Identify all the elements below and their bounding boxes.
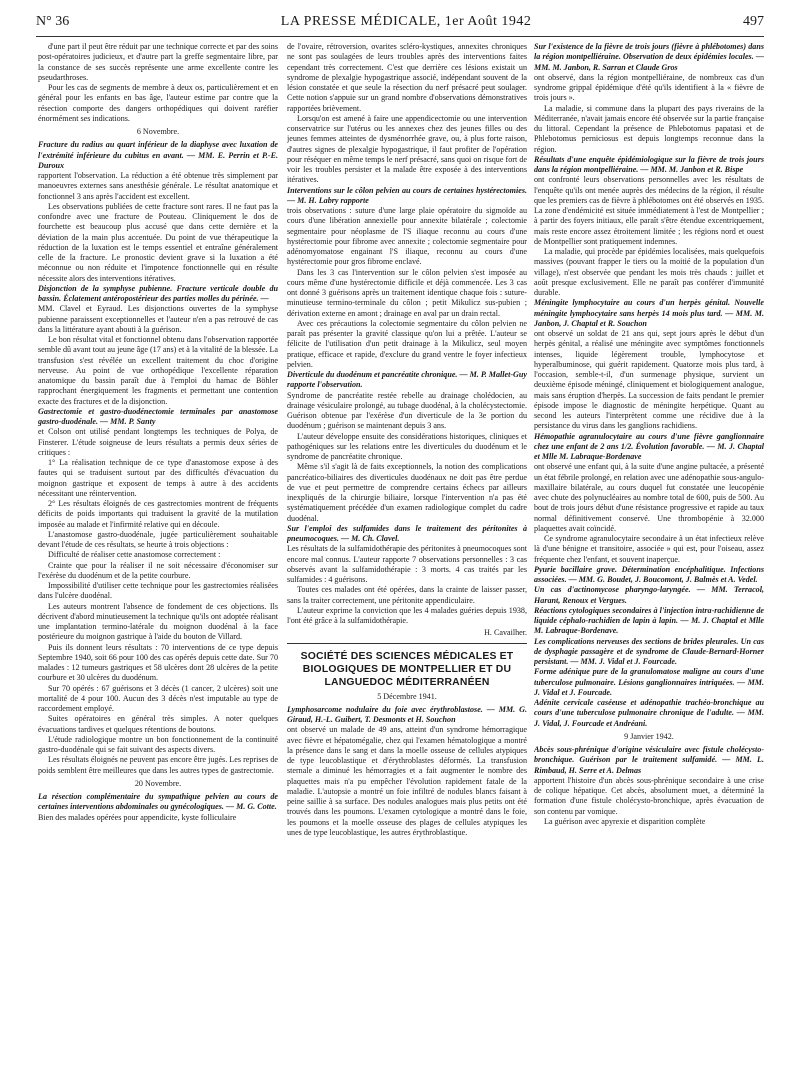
body-paragraph: Difficulté de réaliser cette anastomose correctement : <box>48 550 221 560</box>
body-paragraph: Sur 70 opérés : 67 guérisons et 3 décès (1 cancer, 2 ulcères) soit une mortalité de 4 pour 100. Aucun des 3 décès n'est imputable au type de raccordement employé. <box>38 683 278 713</box>
article-heading: Hémopathie agranulocytaire au cours d'une fièvre ganglionnaire chez une enfant de 2 ans 1/2. Évolution favorable. — M. J. Chaptal et Mlle M. Labraque-Bordenave <box>534 431 764 461</box>
body-paragraph: Pour les cas de segments de membre à deux os, particulièrement et en général pour les enfants en bas âge, l'auteur estime par contre que la résection comporte des dangers orthopédiques qui doivent raréfier énormément ses indications. <box>38 83 278 123</box>
body-paragraph: MM. Clavel et Eyraud. Les disjonctions ouvertes de la symphyse pubienne paraissent exceptionnelles et l'auteur n'en a pas retrouvé de cas dans la littérature ayant abouti à la guérison. <box>38 304 278 334</box>
body-paragraph: ont observé, dans la région montpelliéraine, de nombreux cas d'un syndrome grippal épidémique d'été qu'ils identifient à la « fièvre de trois jours ». <box>534 72 764 103</box>
article-heading: Abcès sous-phrénique d'origine vésiculaire avec fistule cholécysto-bronchique. Guérison par le traitement sulfamidé. — MM. L. Rimbaud, H. Serre et A. Delmas <box>534 745 764 775</box>
body-paragraph: Même s'il s'agit là de faits exceptionnels, la notion des complications pancréatico-biliaires des diverticules duodénaux ne doit pas être perdue de vue et peut permettre de comprendre certains échecs par ailleurs inexpliqués de la chirurgie biliaire, lorsque l'intervention n'a pas été systématiquement précédée d'un examen radiologique complet du cadre duodénal. <box>287 462 527 523</box>
article-heading: Disjonction de la symphyse pubienne. Fracture verticale double du bassin. Éclatement antéropostérieur des parties molles du périnée. — <box>38 283 278 303</box>
session-date: 20 Novembre. <box>134 778 182 788</box>
body-paragraph: ont observé une enfant qui, à la suite d'une angine pultacée, a présenté un état fébrile prolongé, en relation avec une adénopathie sous-angulo-maxillaire bilatérale, au cours duquel fut constatée une leucopénie avec chute des polynucléaires au nombre total de 600, puis de 500. Au bout de trois jours début d'une résistance progressive et rapide au taux normal définitivement conservé. Une thrombopénie à 32.000 plaquettes avait coïncidé. <box>534 462 764 533</box>
body-paragraph: Crainte que pour la réaliser il ne soit nécessaire d'économiser sur l'exérèse du duodénum et de la petite courbure. <box>38 560 278 580</box>
body-paragraph: Avec ces précautions la colectomie segmentaire du côlon pelvien ne paraît pas présenter la gravité classique qu'on lui a prêtée. L'auteur se félicite de l'utilisation d'un petit drainage à la Mikulicz, seul moyen pratique, efficace et rapide, d'exclure du grand ventre le foyer infectieux pelvien. <box>287 318 527 369</box>
body-paragraph: ont observé un soldat de 21 ans qui, sept jours après le début d'un herpès génital, a réalisé une méningite avec symptômes fonctionnels intenses, liquide légèrement trouble, lymphocytose et hyperalbuminose, qui guérit rapidement. Quatorze mois plus tard, à l'occasion, semble-t-il, d'un surmenage physique, survient un deuxième épisode méningé, cliniquement et biologiquement analogue, mais sans éruption d'herpès. La succession de faits pendant le premier épisode impose le diagnostic de méningite herpétique. Quant au second les auteurs l'interprètent comme une récidive due à la persistance du virus dans les ganglions rachidiens. <box>534 329 764 431</box>
body-paragraph: L'étude radiologique montre un bon fonctionnement de la continuité gastro-duodénale qui se fait suivant des aspects divers. <box>38 734 278 754</box>
body-paragraph: La maladie, si commune dans la plupart des pays riverains de la Méditerranée, n'avait jamais encore été observée sur la partie française du littoral. Cependant la présence de Phlebotomus papatasi et de Phlebotomus perniciosus est depuis longtemps reconnue dans la région. <box>534 103 764 154</box>
body-paragraph: Impossibilité d'utiliser cette technique pour les gastrectomies réalisées dans l'ulcère duodénal. <box>38 581 278 601</box>
article-heading: La résection complémentaire du sympathique pelvien au cours de certaines interventions abdominales ou gynécologiques. — M. G. Cotte. <box>38 792 278 812</box>
article-heading: Adénite cervicale caséeuse et adénopathie trachéo-bronchique au cours d'une tuberculose pulmonaire chronique de l'adulte. — MM. J. Vidal, J. Fourcade et Andréani. <box>534 698 764 728</box>
article-heading: Pyurie bacillaire grave. Détermination encéphalitique. Infections associées. — MM. G. Boudet, J. Boucomont, J. Balmès et A. Vedel. <box>534 564 764 584</box>
body-paragraph: Dans les 3 cas l'intervention sur le côlon pelvien s'est imposée au cours même d'une hystérectomie difficile et déjà commencée. Les 3 cas ont donné 3 guérisons après un traitement identique chaque fois : suture-minutieuse termino-terminale du côlon ; petit Mikulicz sus-pubien ; dérivation externe en amont ; drainage en aval par un drain rectal. <box>287 267 527 318</box>
journal-title: LA PRESSE MÉDICALE, 1er Août 1942 <box>280 14 532 29</box>
article-heading: Interventions sur le côlon pelvien au cours de certaines hystérectomies. — M. H. Labry rapporte <box>287 185 527 205</box>
body-paragraph: Les observations publiées de cette fracture sont rares. Il ne faut pas la confondre avec une fracture de Pouteau. Cliniquement le dos de fourchette est beaucoup plus accusé que dans cette dernière et la déviation de la main plus accentuée. Du point de vue thérapeutique la réduction de la luxation est le temps essentiel et entraîne généralement celle de la fracture. Le pronostic devient grave si la luxation a été méconnue ou non réduite et l'impotence fonctionnelle qui en résulte nécessite alors des interventions itératives. <box>38 201 278 283</box>
article-heading: Méningite lymphocytaire au cours d'un herpès génital. Nouvelle méningite lymphocytaire sans herpès 14 mois plus tard. — MM. M. Janbon, J. Chaptal et R. Souchon <box>534 298 764 328</box>
body-paragraph: L'anastomose gastro-duodénale, jugée particulièrement souhaitable devant l'étude de ces résultats, se heurte à trois objections : <box>38 529 278 549</box>
article-heading: Les complications nerveuses des sections de brides pleurales. Un cas de dysphagie passagère et de syndrome de Claude-Bernard-Horner persistant. — MM. J. Vidal et J. Fourcade. <box>534 636 764 666</box>
article-heading: Résultats d'une enquête épidémiologique sur la fièvre de trois jours dans la région montpelliéraine. — MM. M. Janbon et R. Bispe <box>534 154 764 174</box>
body-paragraph: ont confronté leurs observations personnelles avec les résultats de l'enquête qu'ils ont menée auprès des médecins de la région, il résulte que les premiers cas de fièvre à phlébotomes ont été observés en 1935. La zone d'endémicité est située immédiatement à l'est de Montpellier ; à partir des foyers initiaux, elle paraît s'être étendue excentriquement, mais reste encore assez étroitement limitée ; les régions nord et ouest de Montpellier sont pratiquement indemnes. <box>534 175 764 246</box>
body-paragraph: apportent l'histoire d'un abcès sous-phrénique secondaire à une crise de colique hépatique. Cet abcès, absolument muet, a déterminé la formation d'une fistule cholécysto-bronchique, après évacuation de son contenu par vomique. <box>534 775 764 816</box>
column-middle <box>287 42 527 1072</box>
body-paragraph: Les résultats éloignés ne peuvent pas encore être jugés. Les reprises de poids semblent être meilleures que dans les autres types de gastrectomie. <box>38 755 278 775</box>
body-paragraph: trois observations : suture d'une large plaie opératoire du sigmoïde au cours d'une libération annexielle pour annexite bilatérale ; colectomie segmentaire pour néoplasme de l'S iliaque reconnu au cours d'une hystérectomie pour fibrome avec annexite ; colectomie segmentaire pour adénomyomatose engainant l'S iliaque, reconnu au cours d'une hystérectomie pour gros fibrome enclavé. <box>287 206 527 267</box>
body-paragraph: Syndrome de pancréatite restée rebelle au drainage cholédocien, au drainage vésiculaire prolongé, au tubage duodénal, à la cholécystectomie. Guérison obtenue par l'exérèse d'un diverticule de la 3e portion du duodénum ; guérison se maintenant depuis 3 ans. <box>287 390 527 431</box>
body-paragraph: Bien des malades opérées pour appendicite, kyste folliculaire <box>38 812 237 822</box>
body-paragraph: Lorsqu'on est amené à faire une appendicectomie ou une intervention conservatrice sur l'utérus ou les annexes chez des jeunes filles ou des jeunes femmes atteintes de dysménorrhée grave, ou, à plus forte raison, d'autres signes de plexalgie hypogastrique, il faut profiter de l'opération pour réséquer en même temps le nerf présacré, sans quoi on risque fort de voir les troubles persister et la malade être exposée à des interventions itératives. <box>287 113 527 185</box>
article-heading: Sur l'existence de la fièvre de trois jours (fièvre à phlébotomes) dans la région montpelliéraine. Observation de deux épidémies locales. — MM. M. Janbon, R. Sarran et Claude Gros <box>534 42 764 72</box>
body-paragraph: de l'ovaire, rétroversion, ovarites scléro-kystiques, annexites chroniques ne sont pas soulagées de leurs troubles après des interventions faites cependant très correctement. C'est que derrière ces lésions existait un syndrome de plexalgie hypogastrique associé, indépendant souvent de la lésion constatée et que seule la résection du nerf présacré peut soulager. Cette notion s'appuie sur un grand nombre d'observations démonstratives rapportées brièvement. <box>287 42 527 113</box>
body-paragraph: Les résultats de la sulfamidothérapie des péritonites à pneumocoques sont encore mal connus. L'auteur rapporte 7 observations personnelles : 3 cas observés avant la sulfamidothérapie : 3 morts. 4 cas traités par les sulfamides : 4 guérisons. <box>287 544 527 584</box>
article-heading: Un cas d'actinomycose pharyngo-laryngée. — MM. Terracol, Harant, Renoux et Vergues. <box>534 585 764 605</box>
body-paragraph: d'une part il peut être réduit par une technique correcte et par des soins post-opératoires judicieux, et d'autre part la greffe segmentaire libre, par la constance de ses succès représente une arme excellente contre les pseudarthroses. <box>38 42 278 82</box>
body-paragraph: Ce syndrome agranulocytaire secondaire à un état infectieux relève là d'une bénigne et transitoire, associée » qui est, pour l'oiseau, assez fréquente chez l'enfant, et souvent inaperçue. <box>534 534 764 564</box>
body-paragraph: 2° Les résultats éloignés de ces gastrectomies montrent de fréquents déficits de poids importants qui traduisent la gravité de la mutilation imposée au malade et l'infirmité relative qui en découle. <box>38 499 278 529</box>
article-heading: Sur l'emploi des sulfamides dans le traitement des péritonites à pneumocoques. — M. Ch. Clavel. <box>287 523 527 543</box>
body-paragraph: Puis ils donnent leurs résultats : 70 interventions de ce type depuis Septembre 1940, soit 66 pour 100 des cas opérés depuis cette date. Sur 70 malades : 12 tumeurs gastriques et 58 ulcères dont 28 ulcères de la petite courbure et 30 ulcères du duodénum. <box>38 642 278 683</box>
body-paragraph: L'auteur développe ensuite des considérations historiques, cliniques et pathogéniques sur les relations entre les diverticules du duodénum et le syndrome de pancréatite chronique. <box>287 431 527 461</box>
body-paragraph: Les auteurs montrent l'absence de fondement de ces objections. Ils décrivent d'abord minutieusement la technique qu'ils ont adoptée réalisant une implantation termino-latérale du moignon duodénal à la face postérieure du moignon gastrique à l'aide du bouton de Villard. <box>38 601 278 642</box>
session-date: 5 Décembre 1941. <box>377 691 437 701</box>
issue-number: N° 36 <box>36 14 70 29</box>
article-heading: Fracture du radius au quart inférieur de la diaphyse avec luxation de l'extrémité inférieure du cubitus en avant. — MM. E. Perrin et P.-E. Duroux <box>38 140 278 170</box>
society-heading: SOCIÉTÉ DES SCIENCES MÉDICALES ET BIOLOGIQUES DE MONTPELLIER ET DU LANGUEDOC MÉDITERRANÉEN <box>287 643 527 689</box>
body-paragraph: Toutes ces malades ont été opérées, dans la crainte de laisser passer, sans la traiter correctement, une péritonite appendiculaire. <box>287 585 527 605</box>
article-heading: Lymphosarcome nodulaire du foie avec érythroblastose. — MM. G. Giraud, H.-L. Guibert, T. Desmonts et H. Souchon <box>287 704 527 724</box>
header-rule <box>36 36 764 37</box>
body-paragraph: 1° La réalisation technique de ce type d'anastomose expose à des fautes qui se traduisent surtout par des difficultés d'évacuation du moignon gastrique et exposent de temps à autre à des accidents nécessitant une réintervention. <box>38 458 278 498</box>
page-number: 497 <box>743 14 764 29</box>
author-signature: H. Cavailher. <box>484 628 527 638</box>
page-header <box>36 14 764 36</box>
article-heading: Réactions cytologiques secondaires à l'injection intra-rachidienne de liquide céphalo-rachidien de lapin à lapin. — M. J. Chaptal et Mlle M. Labraque-Bordenave. <box>534 605 764 636</box>
body-paragraph: La maladie, qui procède par épidémies localisées, mais quelquefois massives (pouvant frapper le tiers ou la moitié de la population d'un village), n'est observée que pendant les mois très chauds : juillet et août presque exclusivement. Elle ne paraît pas conférer d'immunité durable. <box>534 247 764 297</box>
article-heading: Diverticule du duodénum et pancréatite chronique. — M. P. Mallet-Guy rapporte l'observation. <box>287 370 527 390</box>
session-date: 6 Novembre. <box>136 127 180 136</box>
body-paragraph: La guérison avec apyrexie et disparition complète <box>544 816 706 826</box>
body-paragraph: et Colson ont utilisé pendant longtemps les techniques de Polya, de Finsterer. L'étude soigneuse de leurs résultats a permis deux séries de critiques : <box>38 427 278 457</box>
body-paragraph: Le bon résultat vital et fonctionnel obtenu dans l'observation rapportée semble dû avant tout au jeune âge (17 ans) et à la vitalité de la blessée. La transfusion s'est révélée un excellent traitement du choc d'origine nerveuse. Au point de vue orthopédique l'excellente réparation anatomique du bassin paraît due à l'emploi du hamac de Böhler rapprochant énergiquement les fragments et permettant une contention exacte des fractures et de la disjonction. <box>38 335 278 406</box>
body-paragraph: rapportent l'observation. La réduction a été obtenue très simplement par manoeuvres externes sans anesthésie générale. Le résultat anatomique et fonctionnel 3 ans après l'accident est excellent. <box>38 171 278 201</box>
body-paragraph: ont observé un malade de 49 ans, atteint d'un syndrome hémorragique avec fièvre et hépatomégalie, chez qui l'examen hématologique a montré la présence dans le sang et dans la moelle osseuse de cellules atypiques de type leucoblastique et d'érythroblastes déformés. La transfusion sternale a diminué les hémorragies et a fait augmenter le nombre des plaquettes mais n'a pu empêcher l'évolution rapidement fatale de la maladie. L'autopsie a montré un foie infiltré de nodules blancs faisant à peine saillie à sa surface. Des nodules analogues mais plus petits ont été trouvés dans les poumons. L'examen cytologique a montré dans le foie, les poumons et la moelle osseuse des plages de cellules atypiques les unes de type leucoblastique, les autres érythroblastique. <box>287 725 527 837</box>
body-paragraph: Suites opératoires en général très simples. A noter quelques évacuations tardives et quelques rétentions de boutons. <box>38 714 278 734</box>
body-paragraph: L'auteur exprime la conviction que les 4 malades guéries depuis 1938, l'ont été grâce à la sulfamidothérapie. <box>287 605 527 625</box>
column-left <box>38 42 278 1072</box>
session-date: 9 Janvier 1942. <box>624 731 674 741</box>
column-right <box>534 42 764 1072</box>
article-heading: Gastrectomie et gastro-duodénectomie terminales par anastomose gastro-duodénale. — MM. P. Santy <box>38 406 278 426</box>
article-heading: Forme adénique pure de la granulomatose maligne au cours d'une tuberculose pulmonaire. Lésions ganglionnaires intriquées. — MM. J. Vidal et J. Fourcade. <box>534 667 764 697</box>
